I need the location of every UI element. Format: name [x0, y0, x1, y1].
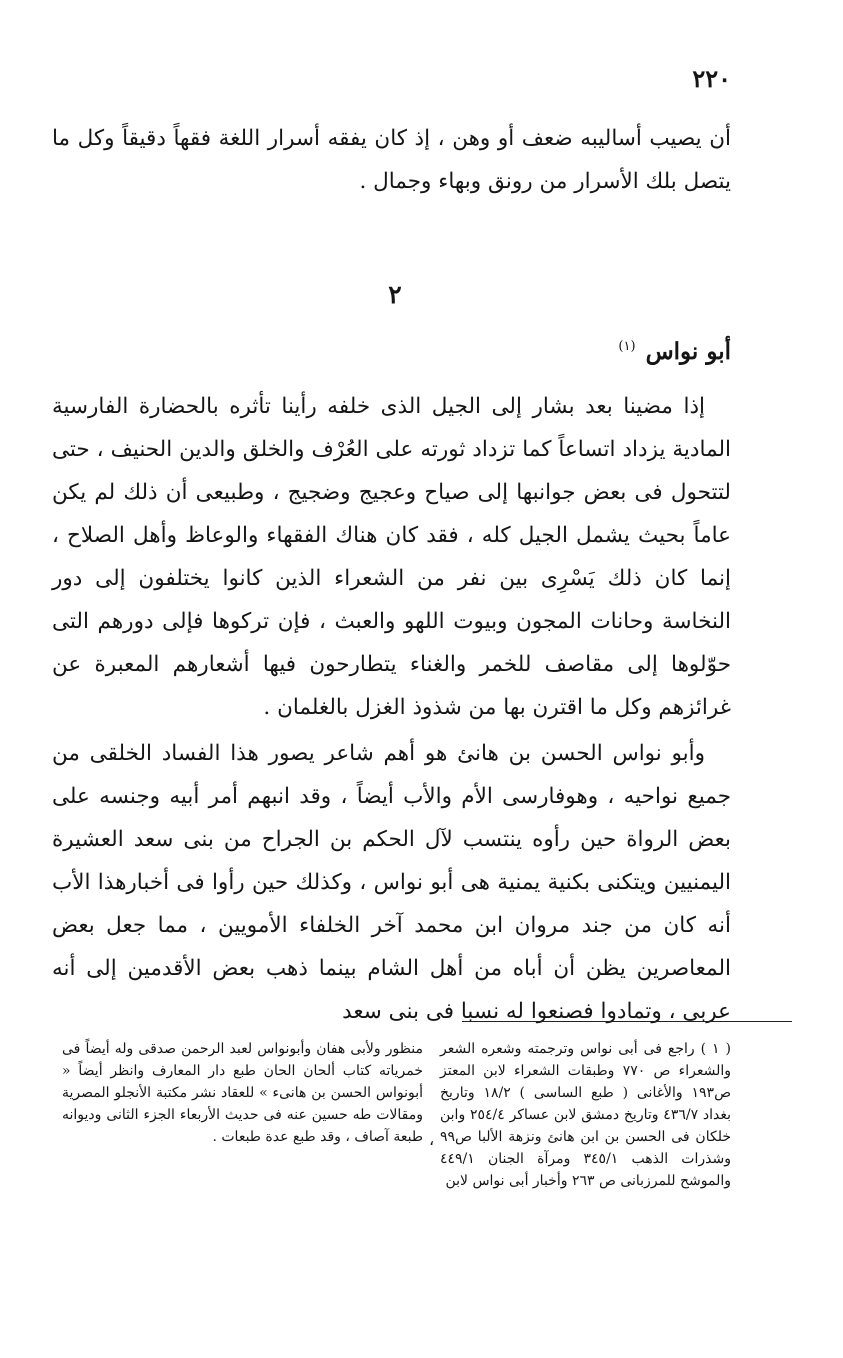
main-paragraph [52, 385, 731, 729]
footnote-reference: (١) [618, 339, 636, 355]
footnote-column-right: ( ١ ) راجع فى أبى نواس وترجمته وشعره الشعر والشعراء ص ٧٧٠ وطبقات الشعراء لابن المعتز ص١٩٣ والأغانى ( طبع الساسى ) ١٨/٢ وتاريخ بغداد ٤٣٦/٧ وتاريخ دمشق لابن عساكر ٢٥٤/٤ وابن خلكان فى الحسن بن ابن هانئ ونزهة الألبا ص٩٩ وشذرات الذهب ٣٤٥/١ ومرآة الجنان ٤٤٩/١ والموشح للمرزبانى ص ٢٦٣ وأخبار أبى نواس لابن [440, 1041, 732, 1189]
footnote-column-left: منظور ولأبى هفان وأبونواس لعبد الرحمن صدقى وله أيضاً فى خمرياته كتاب ألحان الحان طبع دار المعارف وانظر أيضاً « أبونواس الحسن بن هانىء » للعقاد نشر مكتبة الأنجلو المصرية ومقالات طه حسين عنه فى حديث الأربعاء الجزء الثانى وديوانه طبعة آصاف ، وقد طبع عدة طبعات . [62, 1041, 423, 1145]
footnote-margin-mark: ، [429, 1130, 435, 1149]
second-paragraph-text: وأبو نواس الحسن بن هانئ هو أهم شاعر يصور هذا الفساد الخلقى من جميع نواحيه ، وهوفارسى الأم والأب أيضاً ، وقد انبهم أمر أبيه وجنسه على بعض الرواة حين رأوه ينتسب لآل الحكم بن الجراح من بنى سعد العشيرة اليمنيين ويتكنى بكنية يمنية هى أبو نواس ، وكذلك حين رأوا فى أخبارهذا الأب أنه كان من جند مروان ابن محمد آخر الخلفاء الأمويين ، مما جعل بعض المعاصرين يظن أن أباه من أهل الشام بينما ذهب بعض الأقدمين إلى أنه عربى ، وتمادوا فصنعوا له نسبا فى بنى سعد [52, 741, 731, 1024]
section-number: ٢ [388, 280, 402, 309]
main-paragraph-text: إذا مضينا بعد بشار إلى الجيل الذى خلفه رأينا تأثره بالحضارة الفارسية المادية يزداد اتساعاً كما تزداد ثورته على العُرْف والخلق والدين الحنيف ، حتى لتتحول فى بعض جوانبها إلى صياح وعجيج وضجيج ، وطبيعى أن ذلك لم يكن عاماً بحيث يشمل الجيل كله ، فقد كان هناك الفقهاء والوعاظ وأهل الصلاح ، إنما كان ذلك يَسْرِى بين نفر من الشعراء الذين كانوا يختلفون إلى دور النخاسة وحانات المجون وبيوت اللهو والعبث ، فإن تركوها فإلى دورهم التى حوّلوها إلى مقاصف للخمر والغناء يتطارحون فيها أشعارهم المعبرة عن غرائزهم وكل ما اقترن بها من شذوذ الغزل بالغلمان . [52, 394, 731, 720]
section-heading [618, 338, 731, 365]
footnote-divider [462, 1021, 792, 1022]
intro-paragraph: أن يصيب أساليبه ضعف أو وهن ، إذ كان يفقه أسرار اللغة فقهاً دقيقاً وكل ما يتصل بلك الأسرار من رونق وبهاء وجمال . [52, 126, 732, 194]
heading-title: أبو نواس [645, 338, 731, 365]
second-paragraph [52, 732, 731, 1033]
page-number: ٢٢٠ [692, 64, 731, 93]
